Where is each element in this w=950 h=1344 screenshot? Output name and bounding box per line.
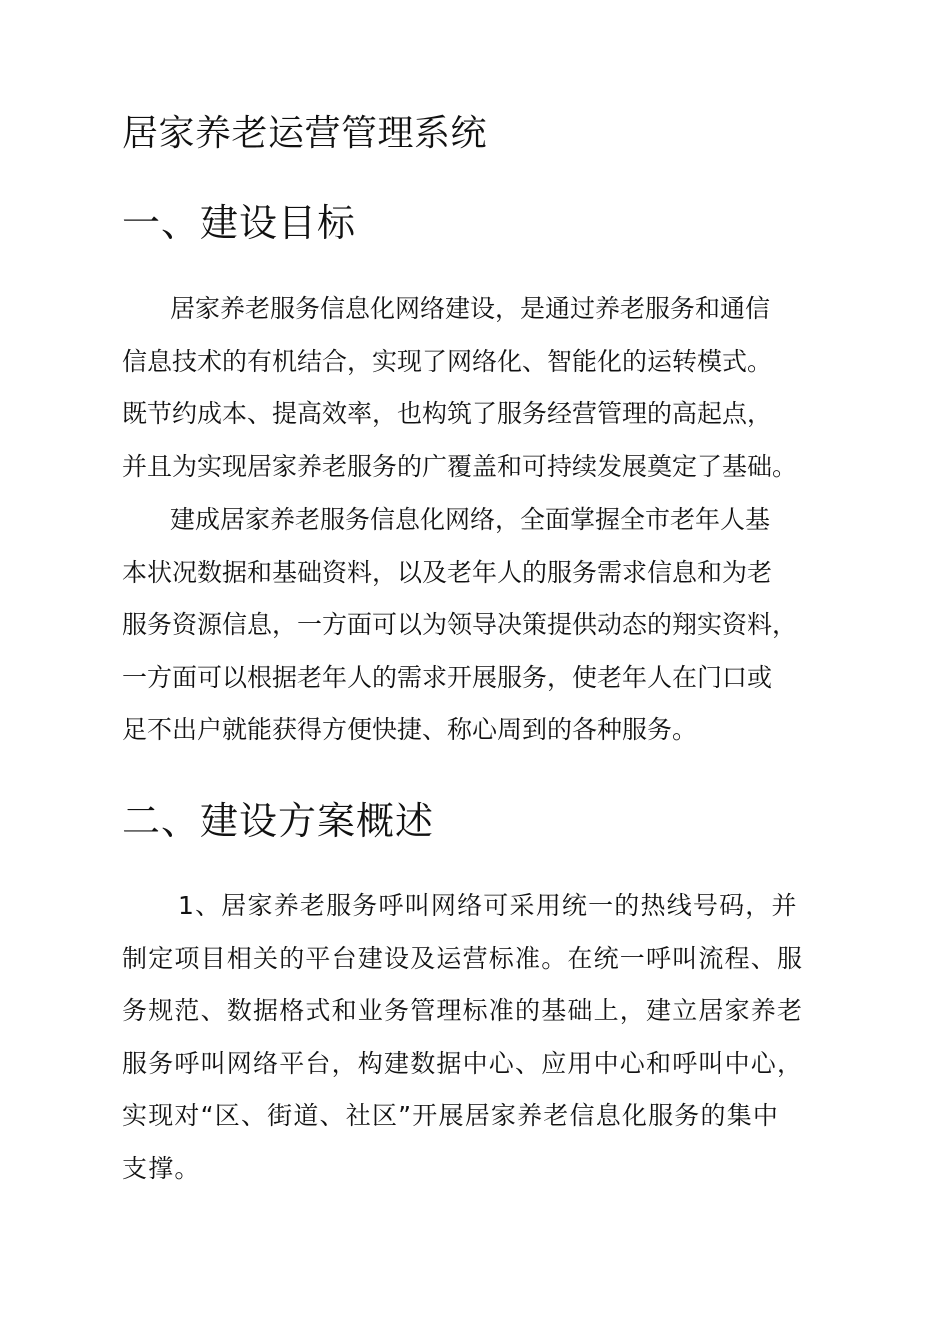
paragraph-line: 足不出户就能获得方便快捷、称心周到的各种服务。 [122,715,698,744]
paragraph-line: 支撑。 [122,1153,201,1183]
paragraph-line: 实现对“区、街道、社区”开展居家养老信息化服务的集中 [122,1101,780,1130]
section-heading-goals: 一、建设目标 [122,201,357,245]
paragraph-goals-1 [122,283,797,493]
paragraph-line: 居家养老服务信息化网络建设，是通过养老服务和通信 [170,294,771,323]
paragraph-line: 1、居家养老服务呼叫网络可采用统一的热线号码，并 [178,891,798,920]
paragraph-line: 服务资源信息，一方面可以为领导决策提供动态的翔实资料， [122,610,798,639]
section-heading-overview: 二、建设方案概述 [122,799,435,843]
paragraph-line: 制定项目相关的平台建设及运营标准。在统一呼叫流程、服 [122,943,804,973]
paragraph-line: 务规范、数据格式和业务管理标准的基础上，建立居家养老 [122,996,804,1025]
paragraph-overview-1 [122,880,803,1195]
paragraph-line: 一方面可以根据老年人的需求开展服务，使老年人在门口或 [122,662,773,692]
paragraph-line: 建成居家养老服务信息化网络，全面掌握全市老年人基 [170,505,771,534]
paragraph-goals-2 [122,494,797,757]
paragraph-line: 服务呼叫网络平台，构建数据中心、应用中心和呼叫中心， [122,1048,804,1078]
paragraph-line: 信息技术的有机结合，实现了网络化、智能化的运转模式。 [122,346,773,376]
paragraph-line: 并且为实现居家养老服务的广覆盖和可持续发展奠定了基础。 [122,451,798,481]
paragraph-line: 既节约成本、提高效率，也构筑了服务经营管理的高起点， [122,399,773,428]
document-title: 居家养老运营管理系统 [122,113,488,154]
paragraph-line: 本状况数据和基础资料，以及老年人的服务需求信息和为老 [122,557,773,587]
